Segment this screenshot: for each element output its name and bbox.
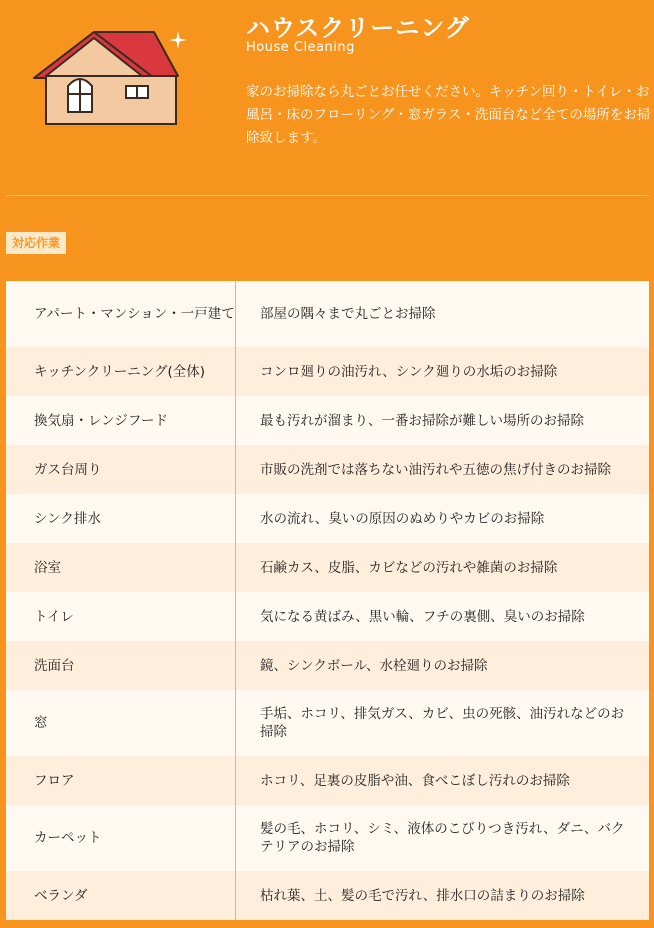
service-item-name: フロア	[6, 756, 236, 805]
service-item-name: 窓	[6, 690, 236, 756]
service-item-description: 石鹸カス、皮脂、カビなどの汚れや雑菌のお掃除	[260, 559, 558, 576]
service-item-name: カーペット	[6, 805, 236, 871]
table-row	[6, 494, 649, 543]
service-item-description: 市販の洗剤では落ちない油汚れや五徳の焦げ付きのお掃除	[260, 461, 611, 478]
service-item-name: シンク排水	[6, 494, 236, 543]
header	[0, 0, 654, 196]
service-item-name: 浴室	[6, 543, 236, 592]
service-item-description: 部屋の隅々まで丸ごとお掃除	[260, 306, 436, 322]
sparkle-icon	[169, 31, 187, 49]
page-subtitle: House Cleaning	[246, 40, 355, 55]
service-item-description: ホコリ、足裏の皮脂や油、食べこぼし汚れのお掃除	[260, 772, 570, 789]
service-item-description: 鏡、シンクボール、水栓廻りのお掃除	[260, 657, 488, 674]
table-row	[6, 592, 649, 641]
service-item-name: キッチンクリーニング(全体)	[6, 347, 236, 396]
table-row	[6, 690, 649, 756]
table-row	[6, 445, 649, 494]
service-description: 家のお掃除なら丸ごとお任せください。キッチン回り・トイレ・お風呂・床のフローリング・窓ガラス・洗面台など全ての場所をお掃除致します。	[246, 84, 651, 146]
table-row	[6, 281, 649, 347]
service-item-name: 換気扇・レンジフード	[6, 396, 236, 445]
service-item-description: 髪の毛、ホコリ、シミ、液体のこびりつき汚れ、ダニ、バクテリアのお掃除	[260, 821, 625, 855]
table-row	[6, 396, 649, 445]
service-item-description: 水の流れ、臭いの原因のぬめりやカビのお掃除	[260, 510, 545, 527]
services-table	[6, 281, 649, 920]
house-icon	[30, 28, 190, 128]
page-title: ハウスクリーニング	[246, 14, 470, 42]
table-row	[6, 347, 649, 396]
service-item-description: 手垢、ホコリ、排気ガス、カビ、虫の死骸、油汚れなどのお掃除	[260, 706, 625, 740]
table-row	[6, 871, 649, 920]
table-row	[6, 543, 649, 592]
service-item-description: コンロ廻りの油汚れ、シンク廻りの水垢のお掃除	[260, 363, 558, 380]
service-item-name: ガス台周り	[6, 445, 236, 494]
service-item-name: 洗面台	[6, 641, 236, 690]
service-item-description: 最も汚れが溜まり、一番お掃除が難しい場所のお掃除	[260, 412, 584, 429]
service-item-name: アパート・マンション・一戸建て	[6, 281, 236, 347]
divider	[6, 195, 649, 196]
service-item-description: 枯れ葉、土、髪の毛で汚れ、排水口の詰まりのお掃除	[260, 887, 585, 904]
service-item-name: トイレ	[6, 592, 236, 641]
table-row	[6, 756, 649, 805]
table-row	[6, 805, 649, 871]
section-badge: 対応作業	[6, 232, 66, 254]
table-row	[6, 641, 649, 690]
service-item-name: ベランダ	[6, 871, 236, 920]
service-item-description: 気になる黄ばみ、黒い輪、フチの裏側、臭いのお掃除	[260, 608, 585, 625]
